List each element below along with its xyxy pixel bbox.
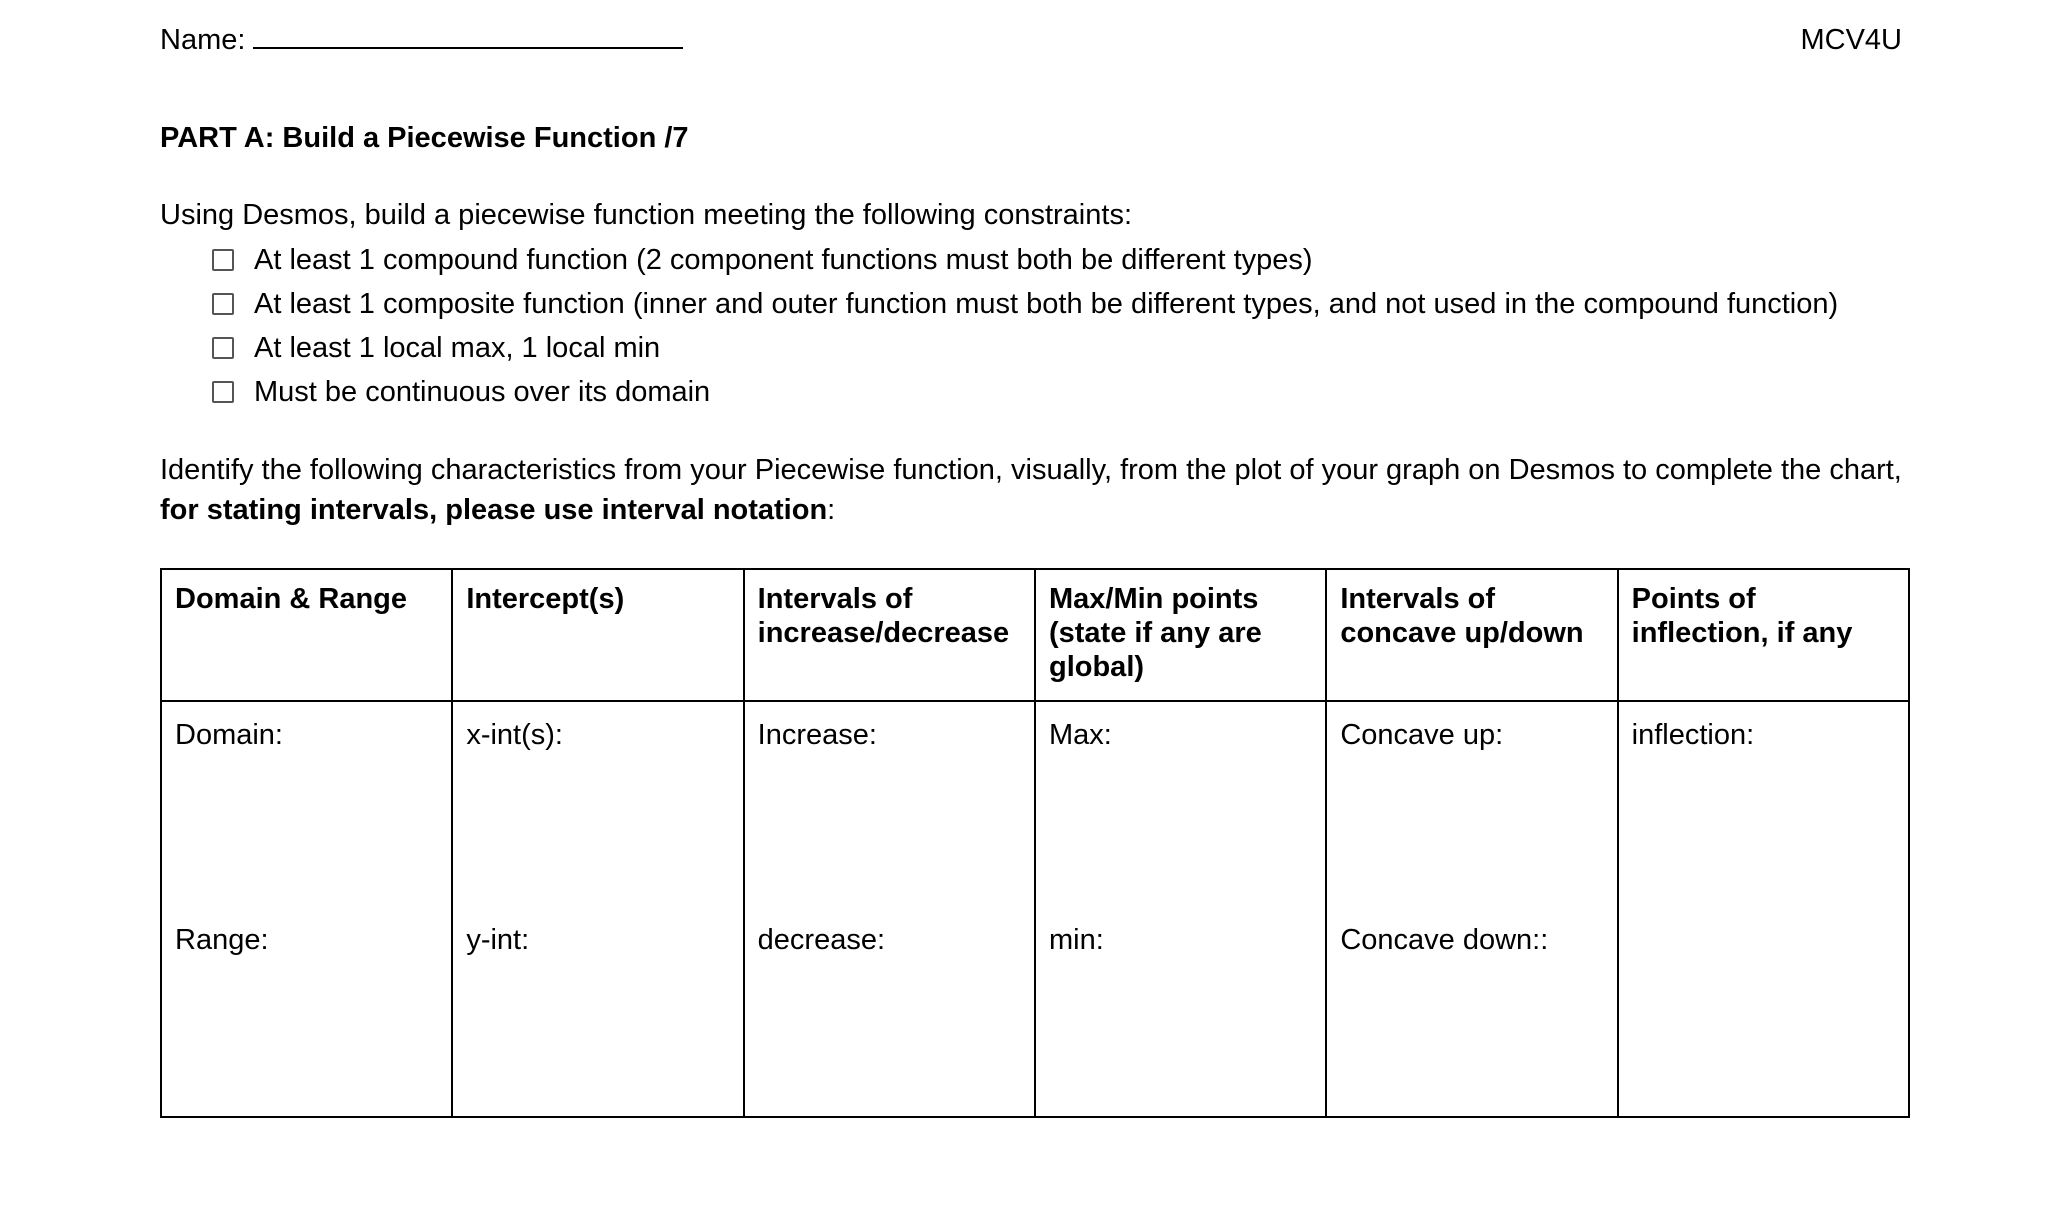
part-a-intro: Using Desmos, build a piecewise function meeting the following constraints: <box>160 199 1132 231</box>
inflection-label: inflection: <box>1631 719 1755 751</box>
checkbox-icon[interactable] <box>212 293 234 315</box>
identify-instructions <box>160 450 1920 530</box>
checkbox-icon[interactable] <box>212 249 234 271</box>
characteristics-table <box>160 568 1910 1118</box>
header-inflection: Points of inflection, if any <box>1618 569 1909 701</box>
name-blank-line[interactable] <box>253 23 683 49</box>
range-label: Range: <box>175 924 269 956</box>
constraint-item <box>212 326 1838 370</box>
cell-inflection[interactable] <box>1618 701 1909 1117</box>
x-int-label: x-int(s): <box>466 719 563 751</box>
header-concavity: Intervals of concave up/down <box>1326 569 1617 701</box>
y-int-label: y-int: <box>466 924 530 956</box>
constraint-text: At least 1 local max, 1 local min <box>254 331 661 364</box>
cell-increase-decrease[interactable] <box>744 701 1035 1117</box>
identify-end: : <box>827 494 836 526</box>
checkbox-icon[interactable] <box>212 381 234 403</box>
concave-down-label: Concave down:: <box>1340 924 1549 956</box>
concave-up-label: Concave up: <box>1340 719 1504 751</box>
cell-max-min[interactable] <box>1035 701 1326 1117</box>
table-row <box>161 701 1909 1117</box>
header-domain-range: Domain & Range <box>161 569 452 701</box>
increase-label: Increase: <box>757 719 877 751</box>
header-intercepts: Intercept(s) <box>452 569 743 701</box>
cell-concavity[interactable] <box>1326 701 1617 1117</box>
constraint-text: At least 1 composite function (inner and outer function must both be different types, and not used in the compound function) <box>254 287 1839 320</box>
course-code: MCV4U <box>1800 24 1902 56</box>
header-increase-decrease: Intervals of increase/decrease <box>744 569 1035 701</box>
constraint-text: At least 1 compound function (2 component functions must both be different types) <box>254 243 1313 276</box>
table-header-row <box>161 569 1909 701</box>
max-label: Max: <box>1048 719 1112 751</box>
constraint-checklist <box>212 238 1838 414</box>
constraint-item <box>212 238 1838 282</box>
constraint-item <box>212 282 1838 326</box>
header-max-min: Max/Min points (state if any are global) <box>1035 569 1326 701</box>
constraint-text: Must be continuous over its domain <box>254 375 711 408</box>
name-label: Name: <box>160 24 246 56</box>
name-field-row <box>160 22 683 58</box>
decrease-label: decrease: <box>757 924 886 956</box>
identify-text: Identify the following characteristics from your Piecewise function, visually, from the plot of your graph on Desmos to complete the chart, <box>160 454 1902 486</box>
cell-domain-range[interactable] <box>161 701 452 1117</box>
identify-bold-text: for stating intervals, please use interval notation <box>160 494 828 526</box>
part-a-title: PART A: Build a Piecewise Function /7 <box>160 122 689 154</box>
cell-intercepts[interactable] <box>452 701 743 1117</box>
constraint-item <box>212 370 1838 414</box>
checkbox-icon[interactable] <box>212 337 234 359</box>
domain-label: Domain: <box>175 719 283 751</box>
min-label: min: <box>1048 924 1104 956</box>
